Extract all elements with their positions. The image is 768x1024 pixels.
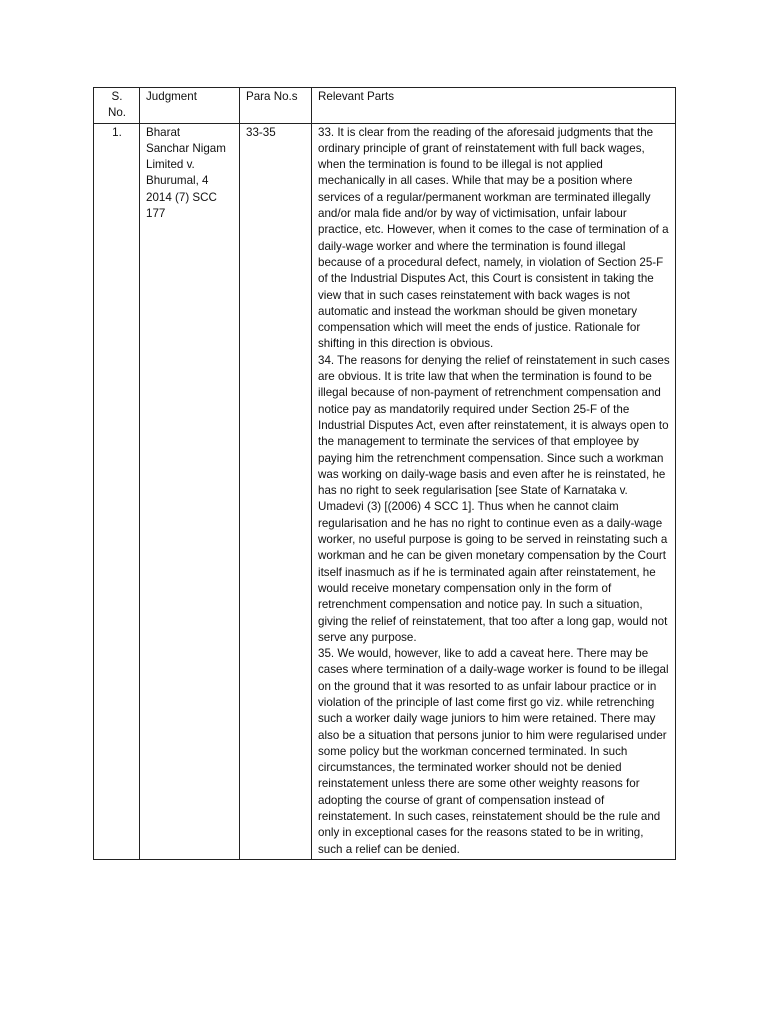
cell-para-nos: 33-35 <box>240 123 312 859</box>
cell-sno: 1. <box>94 123 140 859</box>
judgment-line: 177 <box>146 207 166 221</box>
judgments-table <box>93 87 676 860</box>
header-judgment: Judgment <box>140 88 240 124</box>
header-relevant-parts: Relevant Parts <box>312 88 676 124</box>
header-para-nos: Para No.s <box>240 88 312 124</box>
judgment-line: Sanchar Nigam <box>146 141 226 155</box>
table-header-row <box>94 88 676 124</box>
paragraph-34: 34. The reasons for denying the relief of reinstatement in such cases are obvious. It is trite law that when the termination is found to be illegal because of non-payment of retrenchment compensation and notice pay as mandatorily required under Section 25-F of the Industrial Disputes Act, even after reinstatement, it is always open to the management to terminate the services of that employee by paying him the retrenchment compensation. Since such a workman was working on daily-wage basis and even after he is reinstated, he has no right to seek regularisation [see State of Karnataka v. Umadevi (3) [(2006) 4 SCC 1]. Thus when he cannot claim regularisation and he has no right to continue even as a daily-wage worker, no useful purpose is going to be served in reinstating such a workman and he can be given monetary compensation by the Court itself inasmuch as if he is terminated again after reinstatement, he would receive monetary compensation only in the form of retrenchment compensation and notice pay. In such a situation, giving the relief of reinstatement, that too after a long gap, would not serve any purpose. <box>318 353 670 644</box>
judgment-line: Bhurumal, 4 <box>146 174 209 188</box>
header-sno <box>94 88 140 124</box>
judgment-line: Limited v. <box>146 158 195 172</box>
header-sno-line2: No. <box>107 106 127 120</box>
judgment-line: Bharat <box>146 125 181 139</box>
header-sno-line1: S. <box>111 90 123 103</box>
judgment-line: 2014 (7) SCC <box>146 190 217 204</box>
cell-relevant-parts <box>312 123 676 859</box>
paragraph-33: 33. It is clear from the reading of the aforesaid judgments that the ordinary principle of grant of reinstatement with full back wages, when the termination is found to be illegal is not applied mechanically in all cases. While that may be a position where services of a regular/permanent workman are terminated illegally and/or mala fide and/or by way of victimisation, unfair labour practice, etc. However, when it comes to the case of termination of a daily-wage worker and where the termination is found illegal because of a procedural defect, namely, in violation of Section 25-F of the Industrial Disputes Act, this Court is consistent in taking the view that in such cases reinstatement with back wages is not automatic and instead the workman should be given monetary compensation which will meet the ends of justice. Rationale for shifting in this direction is obvious. <box>318 125 669 351</box>
paragraph-35: 35. We would, however, like to add a caveat here. There may be cases where termination of a daily-wage worker is found to be illegal on the ground that it was resorted to as unfair labour practice or in violation of the principle of last come first go viz. while retrenching such a worker daily wage juniors to him were retained. There may also be a situation that persons junior to him were regularised under some policy but the workman concerned terminated. In such circumstances, the terminated worker should not be denied reinstatement unless there are some other weighty reasons for adopting the course of grant of compensation instead of reinstatement. In such cases, reinstatement should be the rule and only in exceptional cases for the reasons stated to be in writing, such a relief can be denied. <box>318 647 669 856</box>
table-row <box>94 123 676 859</box>
cell-judgment <box>140 123 240 859</box>
